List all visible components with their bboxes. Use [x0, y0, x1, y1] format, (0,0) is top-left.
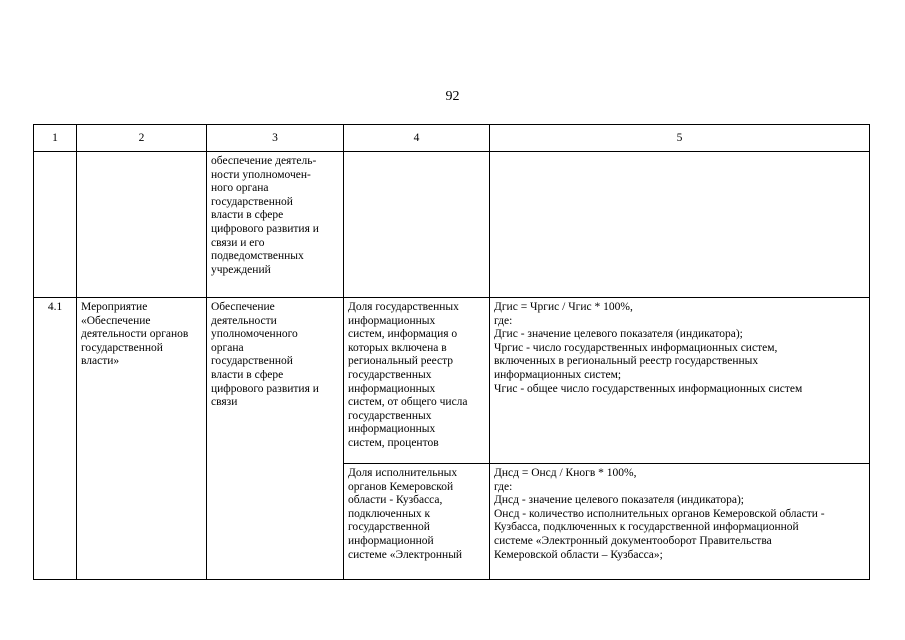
cell-goal-continuation: обеспечение деятель- ности уполномочен- ного органа государственной власти в сфере цифрового развития и связи и его подведомственных учреждений: [207, 152, 344, 298]
cell-goal: Обеспечение деятельности уполномоченного органа государственной власти в сфере цифрового развития и связи: [207, 298, 344, 580]
cell-empty: [77, 152, 207, 298]
header-col-5: 5: [490, 125, 870, 152]
document-table: [33, 124, 870, 580]
header-col-3: 3: [207, 125, 344, 152]
cell-empty: [490, 152, 870, 298]
cell-formula-1: Дгис = Чргис / Чгис * 100%, где: Дгис - значение целевого показателя (индикатора); Чргис - число государственных информационных систем, включенных в региональный реестр государственных информационных систем; Чгис - общее число государственных информационных систем: [490, 298, 870, 464]
cell-indicator-1: Доля государственных информационных систем, информация о которых включена в региональный реестр государственных информационных систем, от общего числа государственных информационных систем, процентов: [344, 298, 490, 464]
table-row-continuation: [34, 152, 870, 298]
cell-formula-2: Днсд = Онсд / Кногв * 100%, где: Днсд - значение целевого показателя (индикатора); Онсд - количество исполнительных органов Кемеровской области - Кузбасса, подключенных к государственной информационной системе «Электронный документооборот Правительства Кемеровской области – Кузбасса»;: [490, 464, 870, 580]
cell-empty: [344, 152, 490, 298]
cell-indicator-2: Доля исполнительных органов Кемеровской области - Кузбасса, подключенных к государственной информационной системе «Электронный: [344, 464, 490, 580]
page-number: 92: [445, 89, 460, 104]
cell-event: Мероприятие «Обеспечение деятельности органов государственной власти»: [77, 298, 207, 580]
cell-row-number: 4.1: [34, 298, 77, 580]
header-col-2: 2: [77, 125, 207, 152]
table-header-row: [34, 125, 870, 152]
header-col-4: 4: [344, 125, 490, 152]
header-col-1: 1: [34, 125, 77, 152]
cell-empty: [34, 152, 77, 298]
table-row-4-1: [34, 298, 870, 464]
